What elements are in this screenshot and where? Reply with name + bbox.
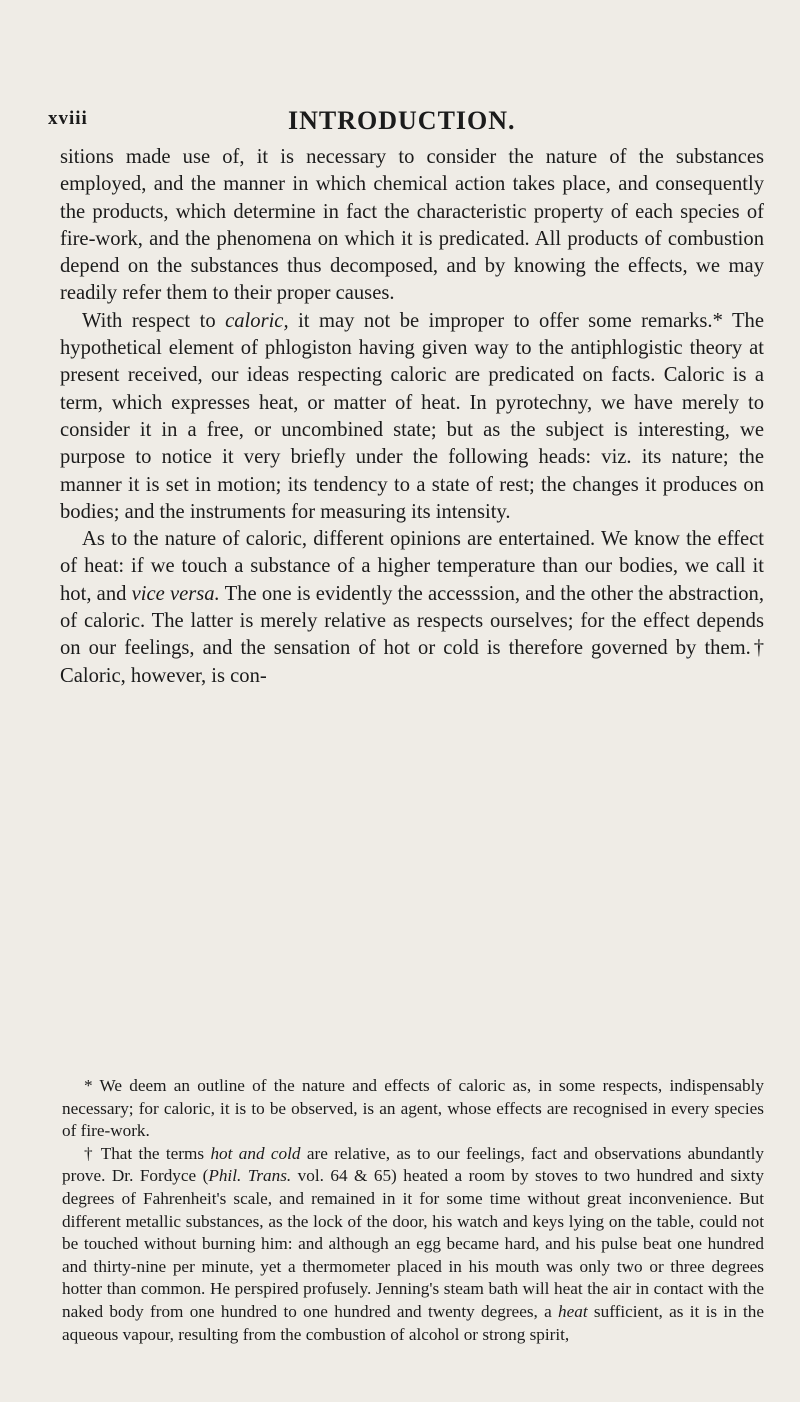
- paragraph-2-text-a: With respect to: [82, 309, 226, 332]
- paragraph-3: [60, 526, 764, 690]
- paragraph-2: [60, 308, 764, 526]
- footnote-2-text-a: † That the terms: [84, 1143, 211, 1163]
- footnote-2-text-d: sufficient, as it is in the aqueous vapour, resulting from the combustion of alcohol or strong spirit,: [62, 1301, 764, 1344]
- footnote-2-text-c: vol. 64 & 65) heated a room by stoves to two hundred and sixty degrees of Fahrenheit's scale, and remained in it for some time without great inconvenience. But different metallic substances, as the lock of the door, his watch and keys lying on the table, could not be touched without burning him: and although an egg became hard, and his pulse beat one hundred and thirty-nine per minute, yet a thermometer placed in his mouth was only two or three degrees hotter than common. He perspired profusely. Jenning's steam bath will heat the air in contact with the naked body from one hundred to one hundred and twenty degrees, a: [62, 1166, 764, 1321]
- phil-trans-citation: Phil. Trans.: [208, 1166, 292, 1186]
- heat-emphasis: heat: [558, 1301, 588, 1321]
- footnote-1: [62, 1075, 764, 1143]
- footnote-2-text-b: are relative, as to our feelings, fact and observations abundantly prove. Dr. Fordyce (: [62, 1143, 764, 1186]
- paragraph-2-text-b: it may not be improper to offer some remarks.* The hypothetical element of phlogiston having given way to the antiphlogistic theory at present received, our ideas respecting caloric are predicated on facts. Caloric is a term, which expresses heat, or matter of heat. In pyrotechny, we have merely to consider it in a free, or uncombined state; but as the subject is interesting, we purpose to notice it very briefly under the following heads: viz. its nature; the manner it is set in motion; its tendency to a state of rest; the changes it produces on bodies; and the instruments for measuring its intensity.: [60, 309, 764, 523]
- running-head: [48, 106, 760, 142]
- paragraph-1-text: sitions made use of, it is necessary to consider the nature of the substances employed, and the manner in which chemical action takes place, and consequently the products, which determine in fact the characteristic property of each species of fire-work, and the phenomena on which it is predicated. All products of combustion depend on the substances thus decomposed, and by knowing the effects, we may readily refer them to their proper causes.: [60, 146, 764, 305]
- footnotes: [62, 1075, 764, 1346]
- vice-versa-emphasis: vice versa.: [131, 582, 220, 605]
- chapter-title: INTRODUCTION.: [288, 106, 516, 135]
- footnote-1-text: * We deem an outline of the nature and effects of caloric as, in some respects, indispensably necessary; for caloric, it is to be observed, is an agent, whose effects are recognised in every species of fire-work.: [62, 1076, 764, 1141]
- hot-and-cold-emphasis: hot and cold: [210, 1143, 301, 1163]
- paragraph-3-text-a: As to the nature of caloric, different opinions are entertained. We know the effect of heat: if we touch a substance of a higher temperature than our bodies, we call it hot, and: [60, 528, 764, 605]
- footnote-2: [62, 1143, 764, 1346]
- main-text: [60, 144, 764, 690]
- paragraph-3-text-b: The one is evidently the accesssion, and the other the abstraction, of caloric. The latter is merely relative as respects ourselves; for the effect depends on our feelings, and the sensation of hot or cold is therefore governed by them.† Caloric, however, is con-: [60, 582, 764, 687]
- caloric-emphasis: caloric,: [225, 309, 289, 332]
- page-number: xviii: [48, 108, 88, 129]
- paragraph-1: [60, 144, 764, 308]
